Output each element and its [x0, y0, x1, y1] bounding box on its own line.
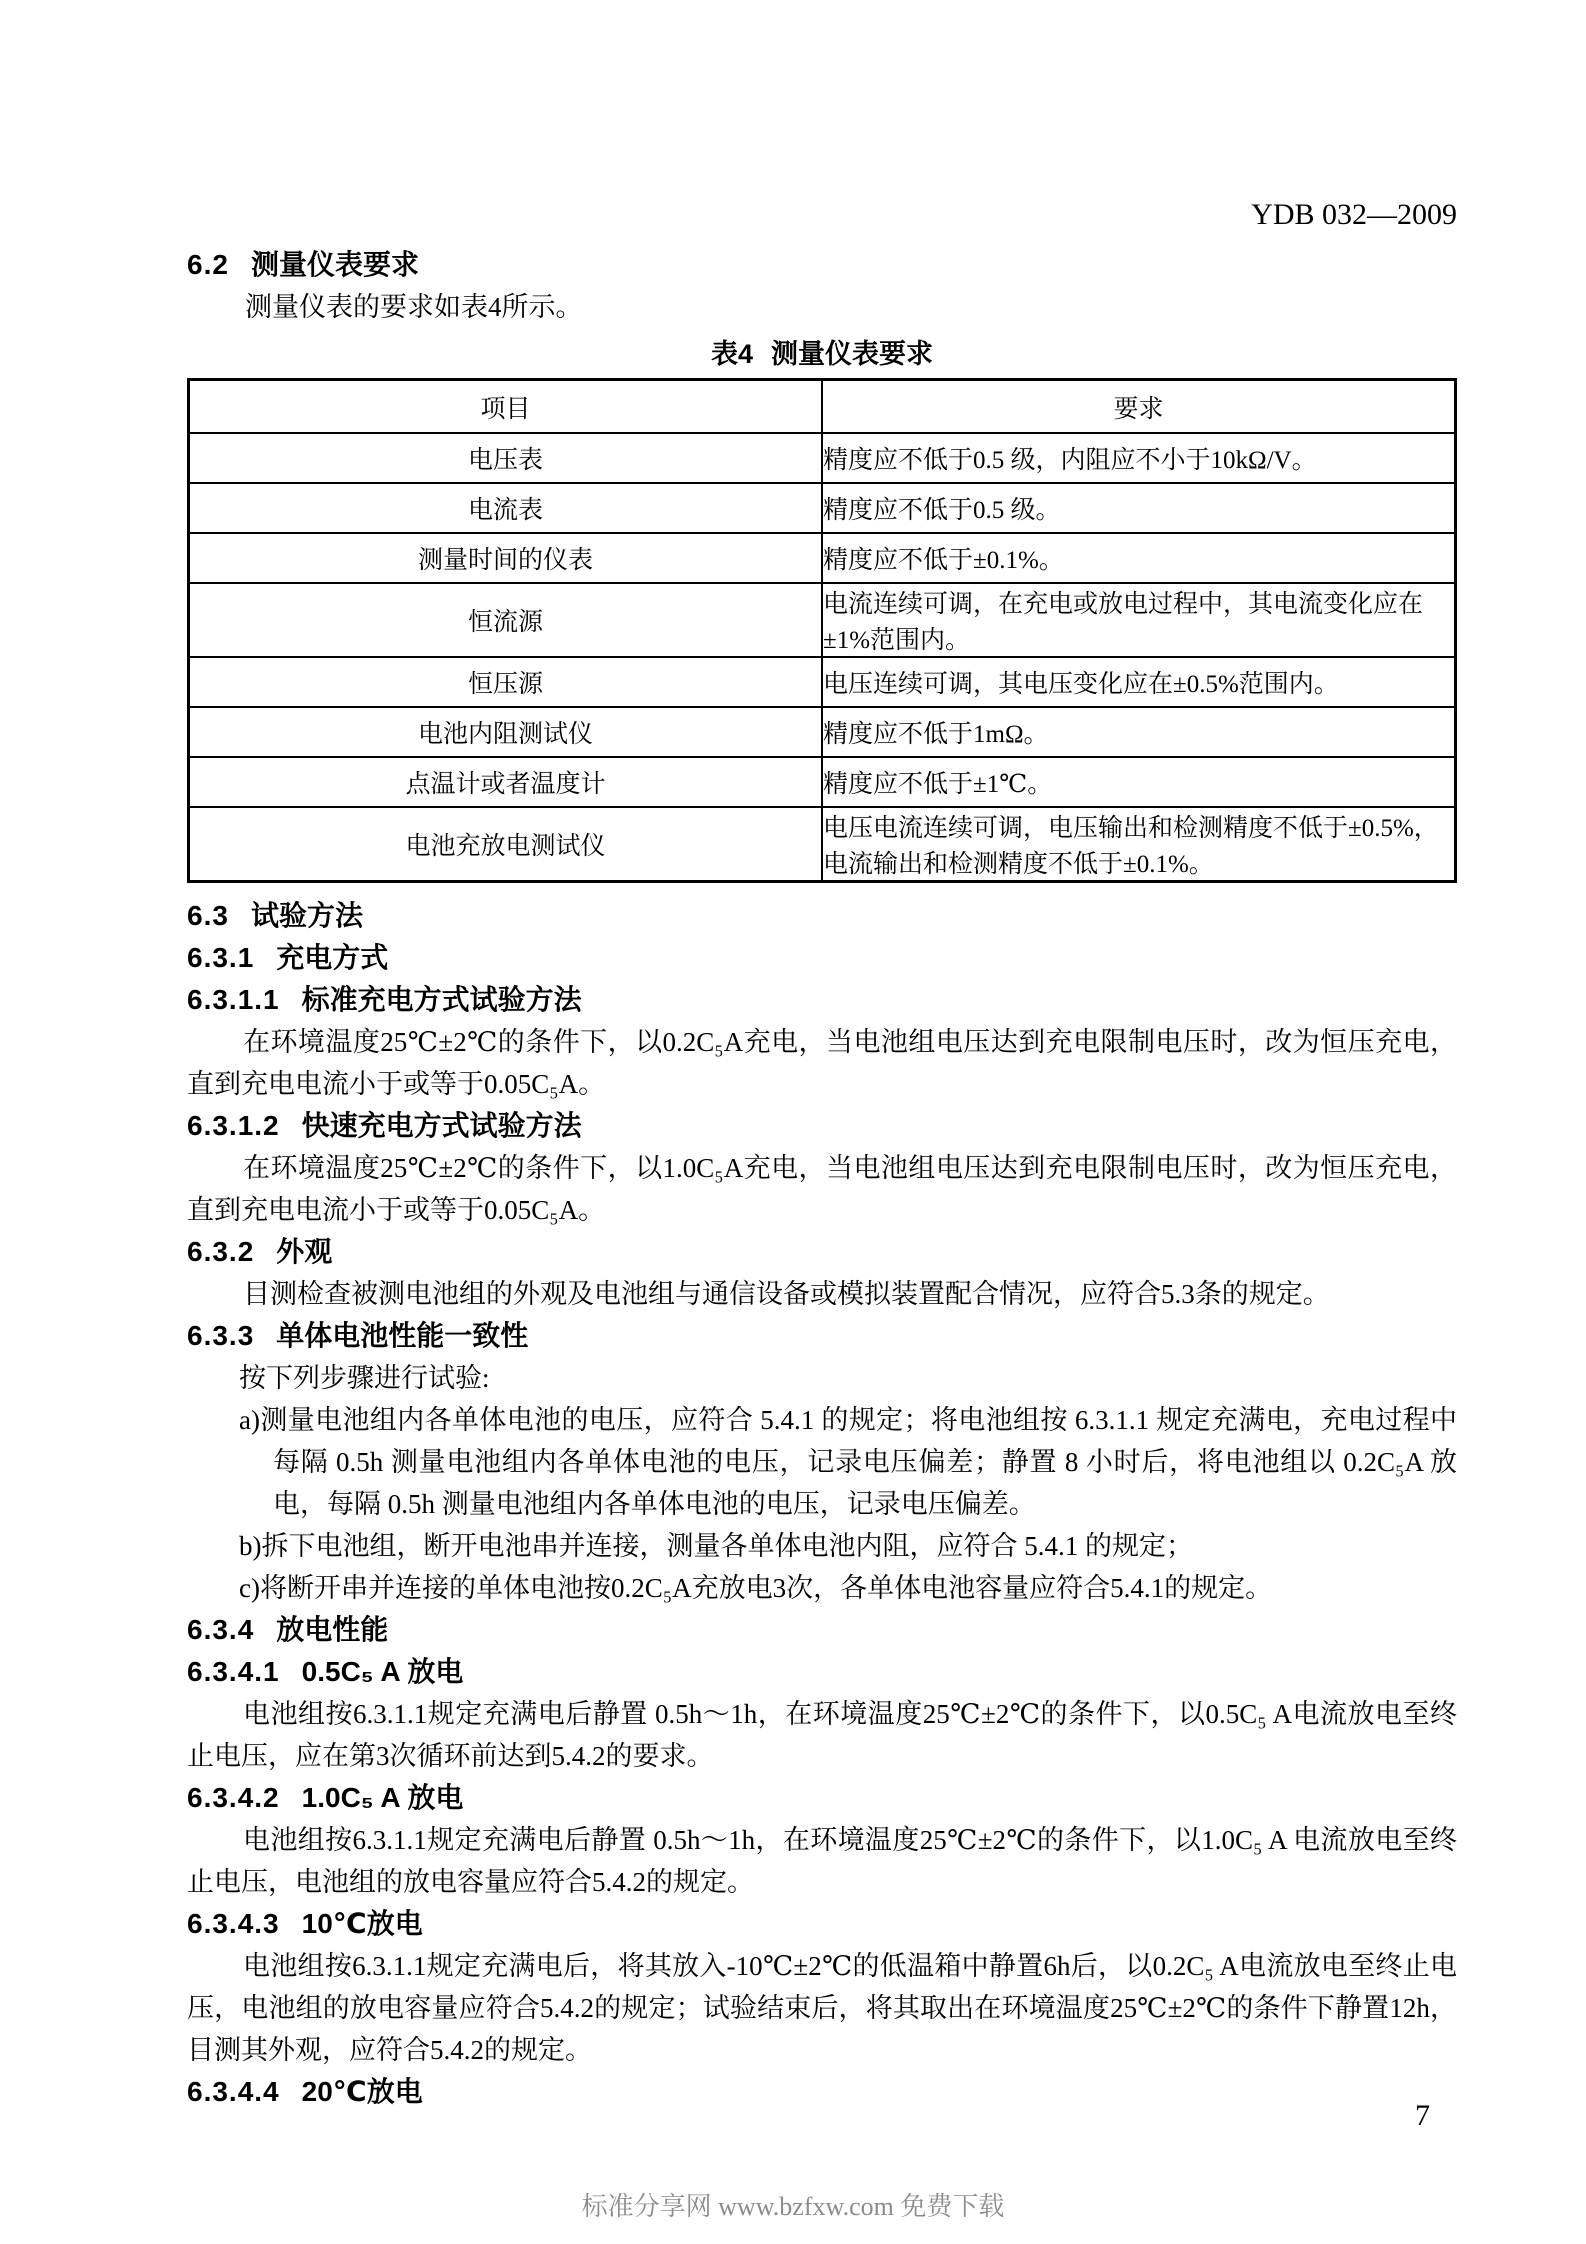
table-header-row	[189, 380, 1456, 434]
requirement-cell: 精度应不低于±0.1%。	[822, 533, 1456, 583]
requirement-cell: 精度应不低于0.5 级。	[822, 483, 1456, 533]
section-title: 外观	[276, 1236, 333, 1267]
section-6-2-intro: 测量仪表的要求如表4所示。	[245, 292, 583, 322]
section-6-3-4-4-heading	[187, 2071, 1457, 2113]
item-cell: 电池充放电测试仪	[189, 807, 823, 882]
requirement-cell: 精度应不低于±1℃。	[822, 757, 1456, 807]
table4-label: 表4	[710, 339, 754, 369]
section-number: 6.3	[187, 900, 229, 931]
section-number: 6.3.1.2	[187, 1110, 280, 1141]
section-number: 6.3.1.1	[187, 984, 280, 1015]
section-title: 20℃放电	[301, 2076, 423, 2107]
item-cell: 恒压源	[189, 657, 823, 707]
procedure-step-c: c)将断开串并连接的单体电池按0.2C₅A充放电3次，各单体电池容量应符合5.4.1的规定。	[239, 1573, 1273, 1603]
requirement-cell: 电压连续可调，其电压变化应在±0.5%范围内。	[822, 657, 1456, 707]
column-header-item: 项目	[189, 380, 823, 434]
section-6-3-2-heading	[187, 1231, 1457, 1273]
section-6-3-4-1-body: 电池组按6.3.1.1规定充满电后静置 0.5h～1h，在环境温度25℃±2℃的条件下，以0.5C₅ A电流放电至终止电压，应在第3次循环前达到5.4.2的要求。	[187, 1699, 1457, 1771]
table-row	[189, 757, 1456, 807]
section-number: 6.3.4.1	[187, 1656, 280, 1687]
section-title: 单体电池性能一致性	[276, 1320, 529, 1351]
section-6-3-4-1-heading	[187, 1651, 1457, 1693]
procedure-step-b: b)拆下电池组，断开电池串并连接，测量各单体电池内阻，应符合 5.4.1 的规定；	[239, 1531, 1193, 1561]
section-title: 放电性能	[276, 1614, 389, 1645]
section-number: 6.3.1	[187, 942, 255, 973]
section-title: 标准充电方式试验方法	[301, 984, 582, 1015]
requirement-cell: 精度应不低于1mΩ。	[822, 707, 1456, 757]
section-number: 6.3.3	[187, 1320, 255, 1351]
section-6-3-1-2-heading	[187, 1105, 1457, 1147]
item-cell: 测量时间的仪表	[189, 533, 823, 583]
item-cell: 电压表	[189, 433, 823, 483]
procedure-lead: 按下列步骤进行试验:	[239, 1363, 490, 1393]
doc-code: YDB 032—2009	[1251, 198, 1457, 231]
requirement-cell: 电压电流连续可调，电压输出和检测精度不低于±0.5%，电流输出和检测精度不低于±0.1%。	[822, 807, 1456, 882]
table-row	[189, 483, 1456, 533]
section-title: 0.5C₅ A 放电	[301, 1656, 464, 1687]
item-cell: 电池内阻测试仪	[189, 707, 823, 757]
table-row	[189, 433, 1456, 483]
section-number: 6.2	[187, 249, 229, 280]
table-row	[189, 657, 1456, 707]
table-row	[189, 583, 1456, 657]
section-6-3-4-2-body: 电池组按6.3.1.1规定充满电后静置 0.5h～1h，在环境温度25℃±2℃的条件下，以1.0C₅ A 电流放电至终止电压，电池组的放电容量应符合5.4.2的规定。	[187, 1825, 1457, 1897]
doc-header	[187, 198, 1457, 232]
section-number: 6.3.4.4	[187, 2076, 280, 2107]
requirement-cell: 电流连续可调，在充电或放电过程中，其电流变化应在±1%范围内。	[822, 583, 1456, 657]
page-number: 7	[1415, 2099, 1430, 2132]
item-cell: 点温计或者温度计	[189, 757, 823, 807]
section-6-3-heading	[187, 895, 1457, 937]
section-title: 试验方法	[250, 900, 363, 931]
table4-title	[187, 336, 1457, 372]
section-6-3-1-heading	[187, 937, 1457, 979]
table-row	[189, 807, 1456, 882]
section-6-3-4-heading	[187, 1609, 1457, 1651]
document-page	[187, 0, 1457, 2113]
item-cell: 恒流源	[189, 583, 823, 657]
table-row	[189, 533, 1456, 583]
section-6-3-4-3-body: 电池组按6.3.1.1规定充满电后，将其放入-10℃±2℃的低温箱中静置6h后，以0.2C₅ A电流放电至终止电压，电池组的放电容量应符合5.4.2的规定；试验结束后，将其取出在环境温度25℃±2℃的条件下静置12h，目测其外观，应符合5.4.2的规定。	[187, 1951, 1457, 2065]
section-6-3-1-2-body: 在环境温度25℃±2℃的条件下，以1.0C₅A充电，当电池组电压达到充电限制电压时，改为恒压充电，直到充电电流小于或等于0.05C₅A。	[187, 1153, 1457, 1225]
section-title: 快速充电方式试验方法	[301, 1110, 582, 1141]
requirement-cell: 精度应不低于0.5 级，内阻应不小于10kΩ/V。	[822, 433, 1456, 483]
section-6-3-2-body: 目测检查被测电池组的外观及电池组与通信设备或模拟装置配合情况，应符合5.3条的规定。	[243, 1279, 1330, 1309]
table4	[187, 378, 1457, 883]
section-6-3-4-2-heading	[187, 1777, 1457, 1819]
item-cell: 电流表	[189, 483, 823, 533]
section-title: 10℃放电	[301, 1908, 423, 1939]
section-title: 测量仪表要求	[250, 249, 419, 280]
section-number: 6.3.4.2	[187, 1782, 280, 1813]
section-number: 6.3.4.3	[187, 1908, 280, 1939]
column-header-requirement: 要求	[822, 380, 1456, 434]
section-title: 充电方式	[276, 942, 389, 973]
section-6-3-3-heading	[187, 1315, 1457, 1357]
section-6-3-4-3-heading	[187, 1903, 1457, 1945]
section-title: 1.0C₅ A 放电	[301, 1782, 464, 1813]
watermark: 标准分享网 www.bzfxw.com 免费下载	[581, 2192, 1005, 2221]
section-6-3-1-1-heading	[187, 979, 1457, 1021]
section-6-2-heading	[187, 244, 1457, 286]
table-row	[189, 707, 1456, 757]
section-number: 6.3.2	[187, 1236, 255, 1267]
table4-title-text: 测量仪表要求	[771, 339, 934, 369]
procedure-step-a: a)测量电池组内各单体电池的电压，应符合 5.4.1 的规定；将电池组按 6.3.1.1 规定充满电，充电过程中每隔 0.5h 测量电池组内各单体电池的电压，记录电压偏差；静置 8 小时后，将电池组以 0.2C₅A 放电，每隔 0.5h 测量电池组内各单体电池的电压，记录电压偏差。	[239, 1405, 1457, 1519]
section-6-3-1-1-body: 在环境温度25℃±2℃的条件下，以0.2C₅A充电，当电池组电压达到充电限制电压时，改为恒压充电，直到充电电流小于或等于0.05C₅A。	[187, 1027, 1457, 1099]
section-number: 6.3.4	[187, 1614, 255, 1645]
